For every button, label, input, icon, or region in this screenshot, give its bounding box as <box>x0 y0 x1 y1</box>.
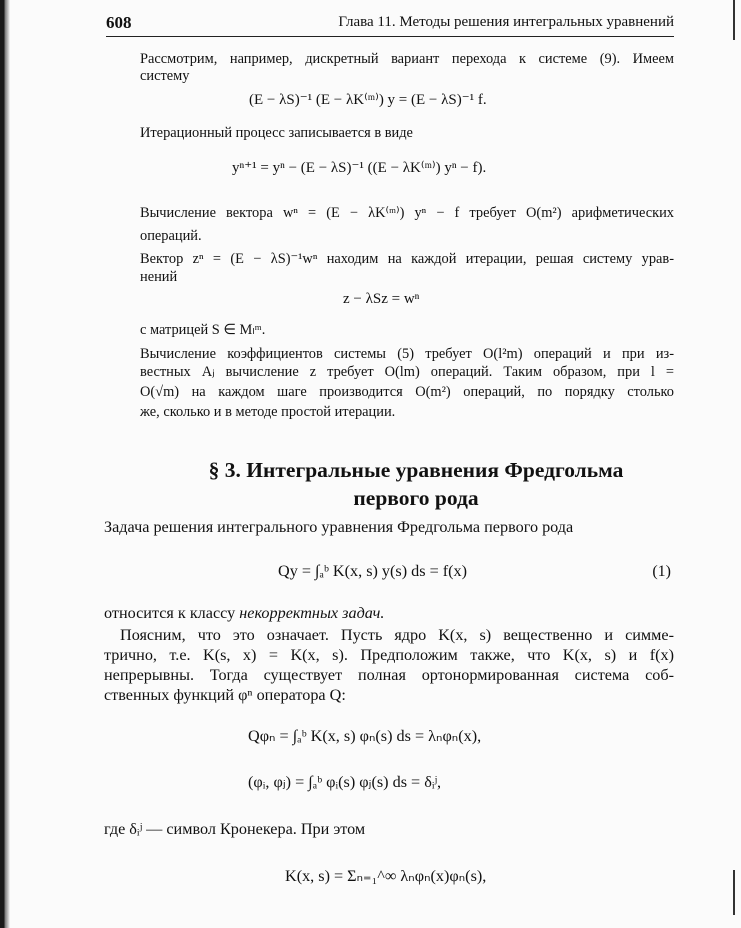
right-page-edge-bottom <box>733 870 735 915</box>
paragraph-3-line-1: Вычисление вектора wⁿ = (E − λK⁽ᵐ⁾) yⁿ − f требует O(m²) арифметических <box>140 205 674 221</box>
paragraph-6-line-2: вестных Aⱼ вычисление z требует O(lm) операций. Таким образом, при l = <box>140 364 674 380</box>
paragraph-2: Итерационный процесс записывается в виде <box>140 125 413 141</box>
paragraph-9-line-4: ственных функций φⁿ оператора Q: <box>104 686 346 704</box>
page-number: 608 <box>106 13 132 32</box>
right-page-edge-top <box>733 0 735 40</box>
equation-5: Qφₙ = ∫ₐᵇ K(x, s) φₙ(s) ds = λₙφₙ(x), <box>248 727 482 745</box>
paragraph-8-italic: некорректных задач. <box>239 604 385 622</box>
running-header <box>106 12 674 37</box>
paragraph-1-line-1: Рассмотрим, например, дискретный вариант перехода к системе (9). Имеем <box>140 51 674 67</box>
paragraph-3-line-2: операций. <box>140 228 202 244</box>
chapter-title: Глава 11. Методы решения интегральных уравнений <box>338 14 674 30</box>
equation-7: K(x, s) = Σₙ₌₁^∞ λₙφₙ(x)φₙ(s), <box>285 867 487 885</box>
paragraph-6-line-4: же, сколько и в методе простой итерации. <box>140 404 396 420</box>
paragraph-9-line-3: непрерывны. Тогда существует полная ортонормированная система соб- <box>104 666 674 684</box>
paragraph-7: Задача решения интегрального уравнения Фредгольма первого рода <box>104 518 574 536</box>
paragraph-9-line-2: трично, т.е. K(s, x) = K(x, s). Предположим также, что K(x, s) и f(x) <box>104 646 674 664</box>
page-binding-shadow <box>0 0 10 928</box>
paragraph-6-line-1: Вычисление коэффициентов системы (5) требует O(l²m) операций и при из- <box>140 346 674 362</box>
paragraph-5: с матрицей S ∈ Mₗᵐ. <box>140 322 266 338</box>
section-heading-line-2: первого рода <box>353 486 479 510</box>
equation-4: Qy = ∫ₐᵇ K(x, s) y(s) ds = f(x) <box>278 562 468 580</box>
paragraph-4-line-2: нений <box>140 269 178 285</box>
paragraph-8-text: относится к классу <box>104 604 240 622</box>
equation-3: z − λSz = wⁿ <box>343 291 420 307</box>
paragraph-1-line-2: систему <box>140 68 190 84</box>
equation-1: (E − λS)⁻¹ (E − λK⁽ᵐ⁾) y = (E − λS)⁻¹ f. <box>249 92 487 108</box>
paragraph-10: где δᵢʲ — символ Кронекера. При этом <box>104 820 366 838</box>
paragraph-9-line-1: Поясним, что это означает. Пусть ядро K(x, s) вещественно и симме- <box>120 626 674 644</box>
equation-4-number: (1) <box>652 563 671 580</box>
section-heading-line-1: § 3. Интегральные уравнения Фредгольма <box>208 458 624 482</box>
paragraph-6-line-3: O(√m) на каждом шаге производится O(m²) операций, по порядку столько <box>140 384 674 400</box>
paragraph-8 <box>104 604 384 623</box>
equation-6: (φᵢ, φⱼ) = ∫ₐᵇ φᵢ(s) φⱼ(s) ds = δᵢʲ, <box>248 773 442 791</box>
paragraph-4-line-1: Вектор zⁿ = (E − λS)⁻¹wⁿ находим на каждой итерации, решая систему урав- <box>140 251 674 267</box>
equation-2: yⁿ⁺¹ = yⁿ − (E − λS)⁻¹ ((E − λK⁽ᵐ⁾) yⁿ − f). <box>232 160 487 176</box>
